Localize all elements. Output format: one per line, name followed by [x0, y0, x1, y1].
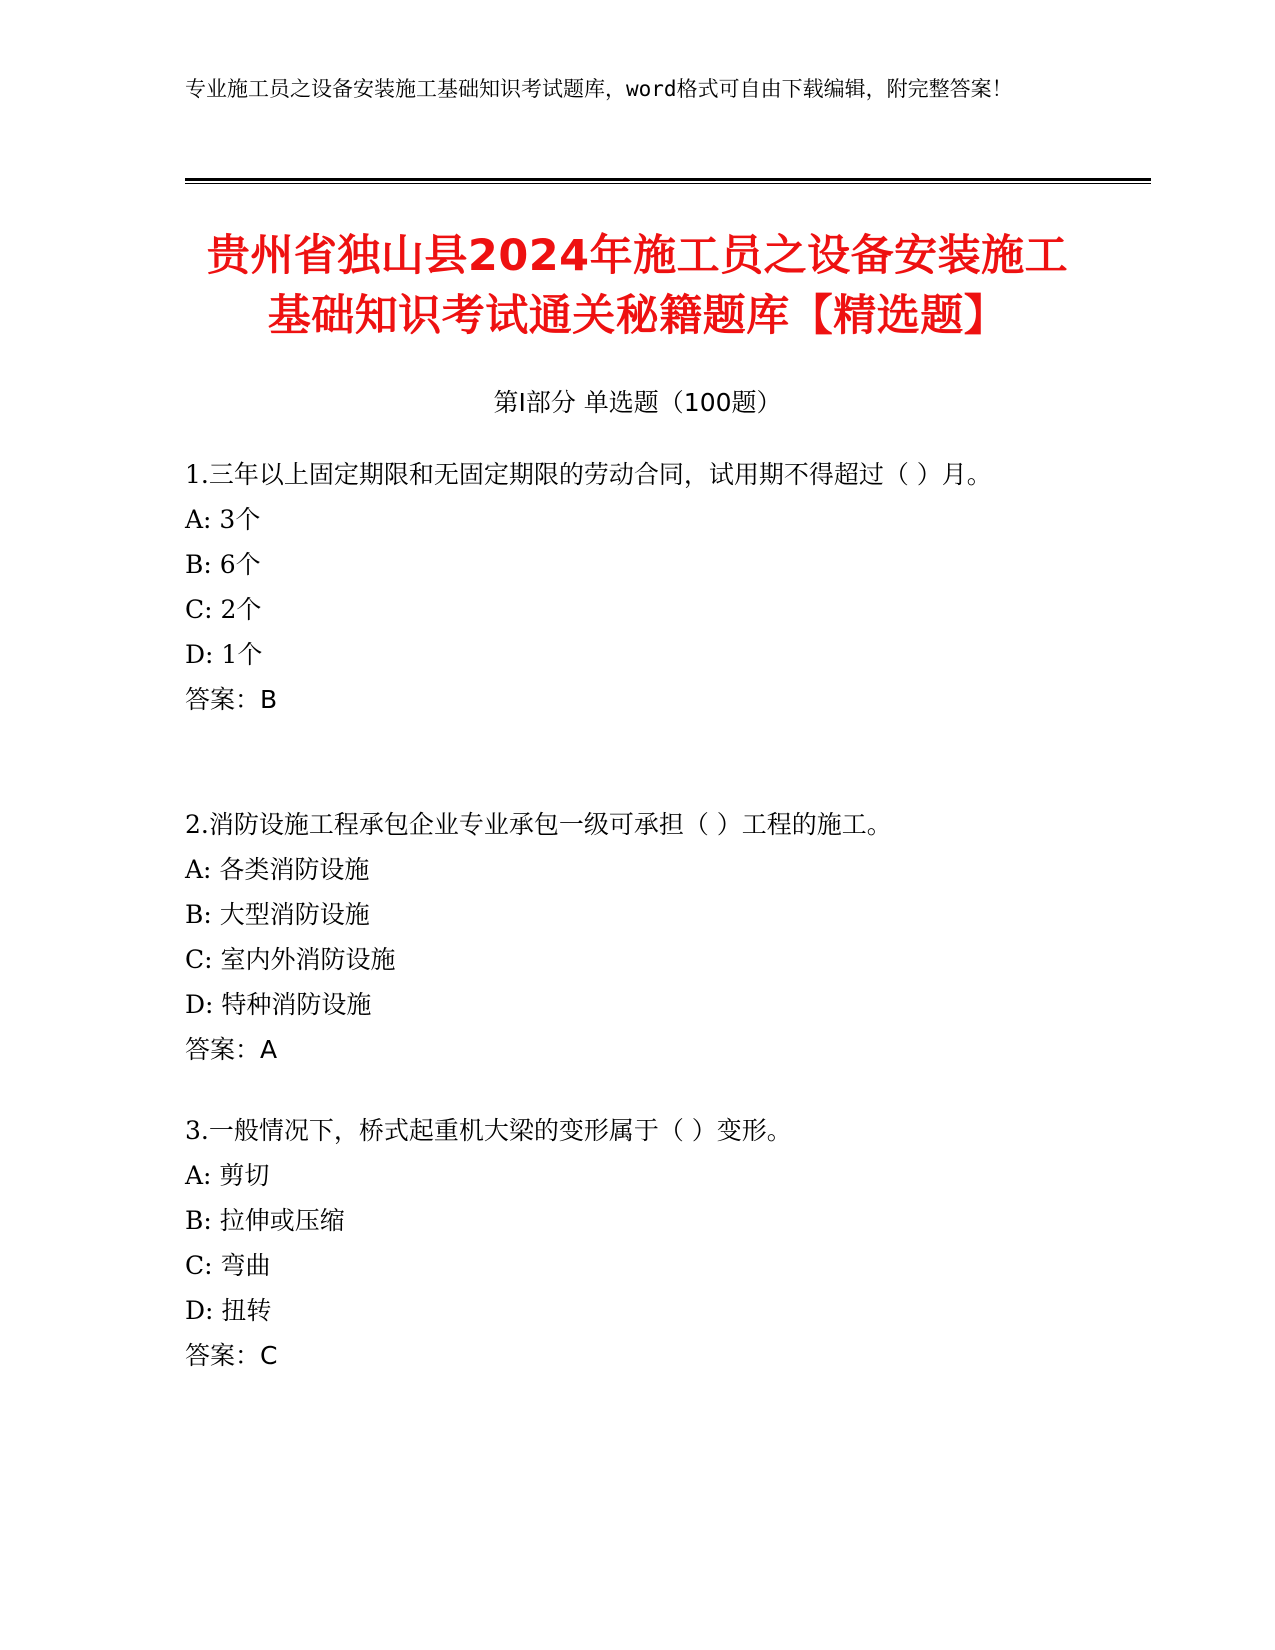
section-heading: 第Ⅰ部分 单选题（100题）	[493, 388, 782, 417]
header-note: 专业施工员之设备安装施工基础知识考试题库，word格式可自由下载编辑，附完整答案！	[185, 77, 1013, 101]
question-2	[185, 802, 1075, 1072]
option-b: B: 6个	[185, 550, 261, 579]
question-stem: 3.一般情况下，桥式起重机大梁的变形属于（ ）变形。	[185, 1116, 792, 1145]
question-stem: 1.三年以上固定期限和无固定期限的劳动合同，试用期不得超过（ ）月。	[185, 460, 992, 489]
header-divider-thick	[185, 178, 1151, 181]
question-1	[185, 452, 1075, 722]
document-title-line-2: 基础知识考试通关秘籍题库【精选题】	[267, 291, 1008, 341]
option-d: D: 特种消防设施	[185, 990, 372, 1019]
option-b: B: 大型消防设施	[185, 900, 370, 929]
option-c: C: 弯曲	[185, 1251, 271, 1280]
header-divider-thin	[185, 183, 1151, 184]
option-a: A: 3个	[185, 505, 261, 534]
question-3	[185, 1108, 1075, 1378]
answer: 答案：B	[185, 685, 278, 714]
question-stem: 2.消防设施工程承包企业专业承包一级可承担（ ）工程的施工。	[185, 810, 892, 839]
document-title-line-1: 贵州省独山县2024年施工员之设备安装施工	[206, 231, 1069, 281]
option-c: C: 2个	[185, 595, 262, 624]
option-b: B: 拉伸或压缩	[185, 1206, 345, 1235]
answer: 答案：C	[185, 1341, 278, 1370]
option-a: A: 剪切	[185, 1161, 270, 1190]
option-c: C: 室内外消防设施	[185, 945, 396, 974]
option-d: D: 扭转	[185, 1296, 272, 1325]
document-title	[150, 226, 1125, 346]
option-d: D: 1个	[185, 640, 263, 669]
answer: 答案：A	[185, 1035, 278, 1064]
option-a: A: 各类消防设施	[185, 855, 370, 884]
